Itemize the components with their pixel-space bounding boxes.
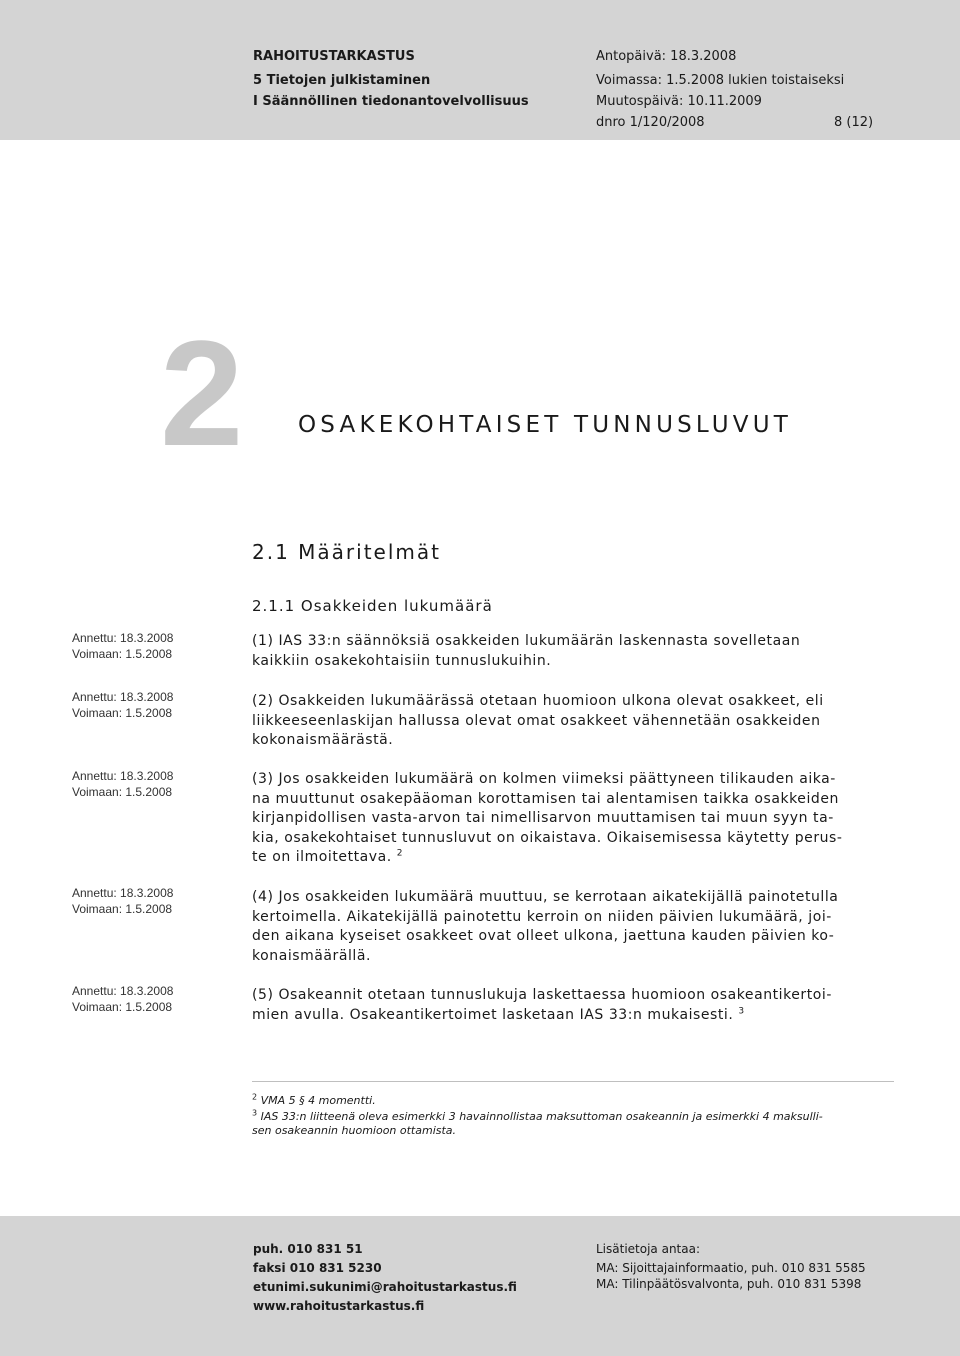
paragraph-3 <box>252 770 843 868</box>
footnote-text: VMA 5 § 4 momentti. <box>260 1094 376 1107</box>
paragraph-line: kertoimella. Aikatekijällä painotettu kerroin on niiden päivien lukumäärä, joi- <box>252 908 832 925</box>
subsection-title: 2.1.1 Osakkeiden lukumäärä <box>252 597 493 615</box>
issue-date: Antopäivä: 18.3.2008 <box>596 49 737 64</box>
paragraph-line: konaismäärällä. <box>252 947 371 964</box>
modified-date: Muutospäivä: 10.11.2009 <box>596 94 762 109</box>
footer-info-label: Lisätietoja antaa: <box>596 1242 701 1256</box>
margin-note-given: Annettu: 18.3.2008 <box>72 631 174 645</box>
chapter-number: 2 <box>160 309 244 477</box>
paragraph-line: kirjanpidollisen vasta-arvon tai nimellisarvon muuttamisen tai muun syyn ta- <box>252 810 834 826</box>
header-chapter: 5 Tietojen julkistaminen <box>253 73 431 88</box>
paragraph-line-text: mien avulla. Osakeantikertoimet lasketaan IAS 33:n mukaisesti. <box>252 1006 734 1023</box>
paragraph-line: (5) Osakeannit otetaan tunnuslukuja laskettaessa huomioon osakeantikertoi- <box>252 987 832 1003</box>
margin-note <box>72 983 173 1015</box>
page-number: 8 (12) <box>834 115 874 130</box>
paragraph-line: na muuttunut osakepääoman korottamisen tai alentamisen taikka osakkeiden <box>252 790 839 807</box>
margin-note-given: Annettu: 18.3.2008 <box>72 886 174 900</box>
paragraph-line <box>252 848 843 868</box>
footnote-ref[interactable]: 3 <box>738 1005 745 1016</box>
footnote-ref[interactable]: 2 <box>396 848 404 859</box>
footnote-text: IAS 33:n liitteenä oleva esimerkki 3 havainnollistaa maksuttoman osakeannin ja esimerkki 4 maksulli- <box>260 1110 823 1123</box>
paragraph-line-text: te on ilmoitettava. <box>252 849 392 865</box>
paragraph-line: (2) Osakkeiden lukumäärässä otetaan huomioon ulkona olevat osakkeet, eli <box>252 693 824 709</box>
paragraph-line: kaikkiin osakekohtaisiin tunnuslukuihin. <box>252 652 552 669</box>
footer-contact-2: MA: Tilinpäätösvalvonta, puh. 010 831 5398 <box>596 1277 862 1291</box>
footnote-number: 3 <box>252 1108 258 1118</box>
org-name: RAHOITUSTARKASTUS <box>253 49 415 64</box>
footer-contact-1: MA: Sijoittajainformaatio, puh. 010 831 5585 <box>596 1261 866 1275</box>
footnote-line <box>252 1110 823 1124</box>
paragraph-line: den aikana kyseiset osakkeet ovat olleet ulkona, jaettuna kauden päivien ko- <box>252 928 835 944</box>
footnote-line: sen osakeannin huomioon ottamista. <box>252 1124 457 1137</box>
footnote-divider <box>252 1081 894 1082</box>
margin-note-effective: Voimaan: 1.5.2008 <box>72 785 173 799</box>
footnote <box>252 1094 376 1108</box>
paragraph-4 <box>252 888 838 966</box>
paragraph-1 <box>252 632 800 671</box>
footer-phone: puh. 010 831 51 <box>253 1242 363 1256</box>
paragraph-line: liikkeeseenlaskijan hallussa olevat omat osakkeet vähennetään osakkeiden <box>252 712 821 729</box>
paragraph-2 <box>252 692 824 751</box>
margin-note <box>72 768 173 800</box>
footnote-line <box>252 1094 376 1108</box>
valid-from: Voimassa: 1.5.2008 lukien toistaiseksi <box>596 73 845 88</box>
paragraph-line: kia, osakekohtaiset tunnusluvut on oikaistava. Oikaisemisessa käytetty perus- <box>252 829 843 846</box>
footer-email[interactable]: etunimi.sukunimi@rahoitustarkastus.fi <box>253 1280 517 1294</box>
paragraph-line: (3) Jos osakkeiden lukumäärä on kolmen viimeksi päättyneen tilikauden aika- <box>252 771 836 787</box>
paragraph-line: (4) Jos osakkeiden lukumäärä muuttuu, se kerrotaan aikatekijällä painotetulla <box>252 889 839 905</box>
footer-website[interactable]: www.rahoitustarkastus.fi <box>253 1299 425 1313</box>
paragraph-5 <box>252 986 832 1025</box>
margin-note-given: Annettu: 18.3.2008 <box>72 690 174 704</box>
margin-note <box>72 630 173 662</box>
footnote <box>252 1110 823 1138</box>
footnote-number: 2 <box>252 1092 258 1102</box>
margin-note-effective: Voimaan: 1.5.2008 <box>72 1000 173 1014</box>
margin-note-effective: Voimaan: 1.5.2008 <box>72 706 173 720</box>
paragraph-line <box>252 1006 832 1026</box>
header-section: I Säännöllinen tiedonantovelvollisuus <box>253 94 529 109</box>
margin-note-given: Annettu: 18.3.2008 <box>72 984 174 998</box>
paragraph-line: kokonaismäärästä. <box>252 732 394 748</box>
margin-note-given: Annettu: 18.3.2008 <box>72 769 174 783</box>
margin-note-effective: Voimaan: 1.5.2008 <box>72 902 173 916</box>
margin-note <box>72 689 173 721</box>
chapter-title: OSAKEKOHTAISET TUNNUSLUVUT <box>298 412 793 438</box>
dnro: dnro 1/120/2008 <box>596 115 705 130</box>
section-title: 2.1 Määritelmät <box>252 540 441 564</box>
margin-note-effective: Voimaan: 1.5.2008 <box>72 647 173 661</box>
paragraph-line: (1) IAS 33:n säännöksiä osakkeiden lukumäärän laskennasta sovelletaan <box>252 633 801 649</box>
margin-note <box>72 885 173 917</box>
header-band <box>0 0 960 140</box>
footer-fax: faksi 010 831 5230 <box>253 1261 382 1275</box>
